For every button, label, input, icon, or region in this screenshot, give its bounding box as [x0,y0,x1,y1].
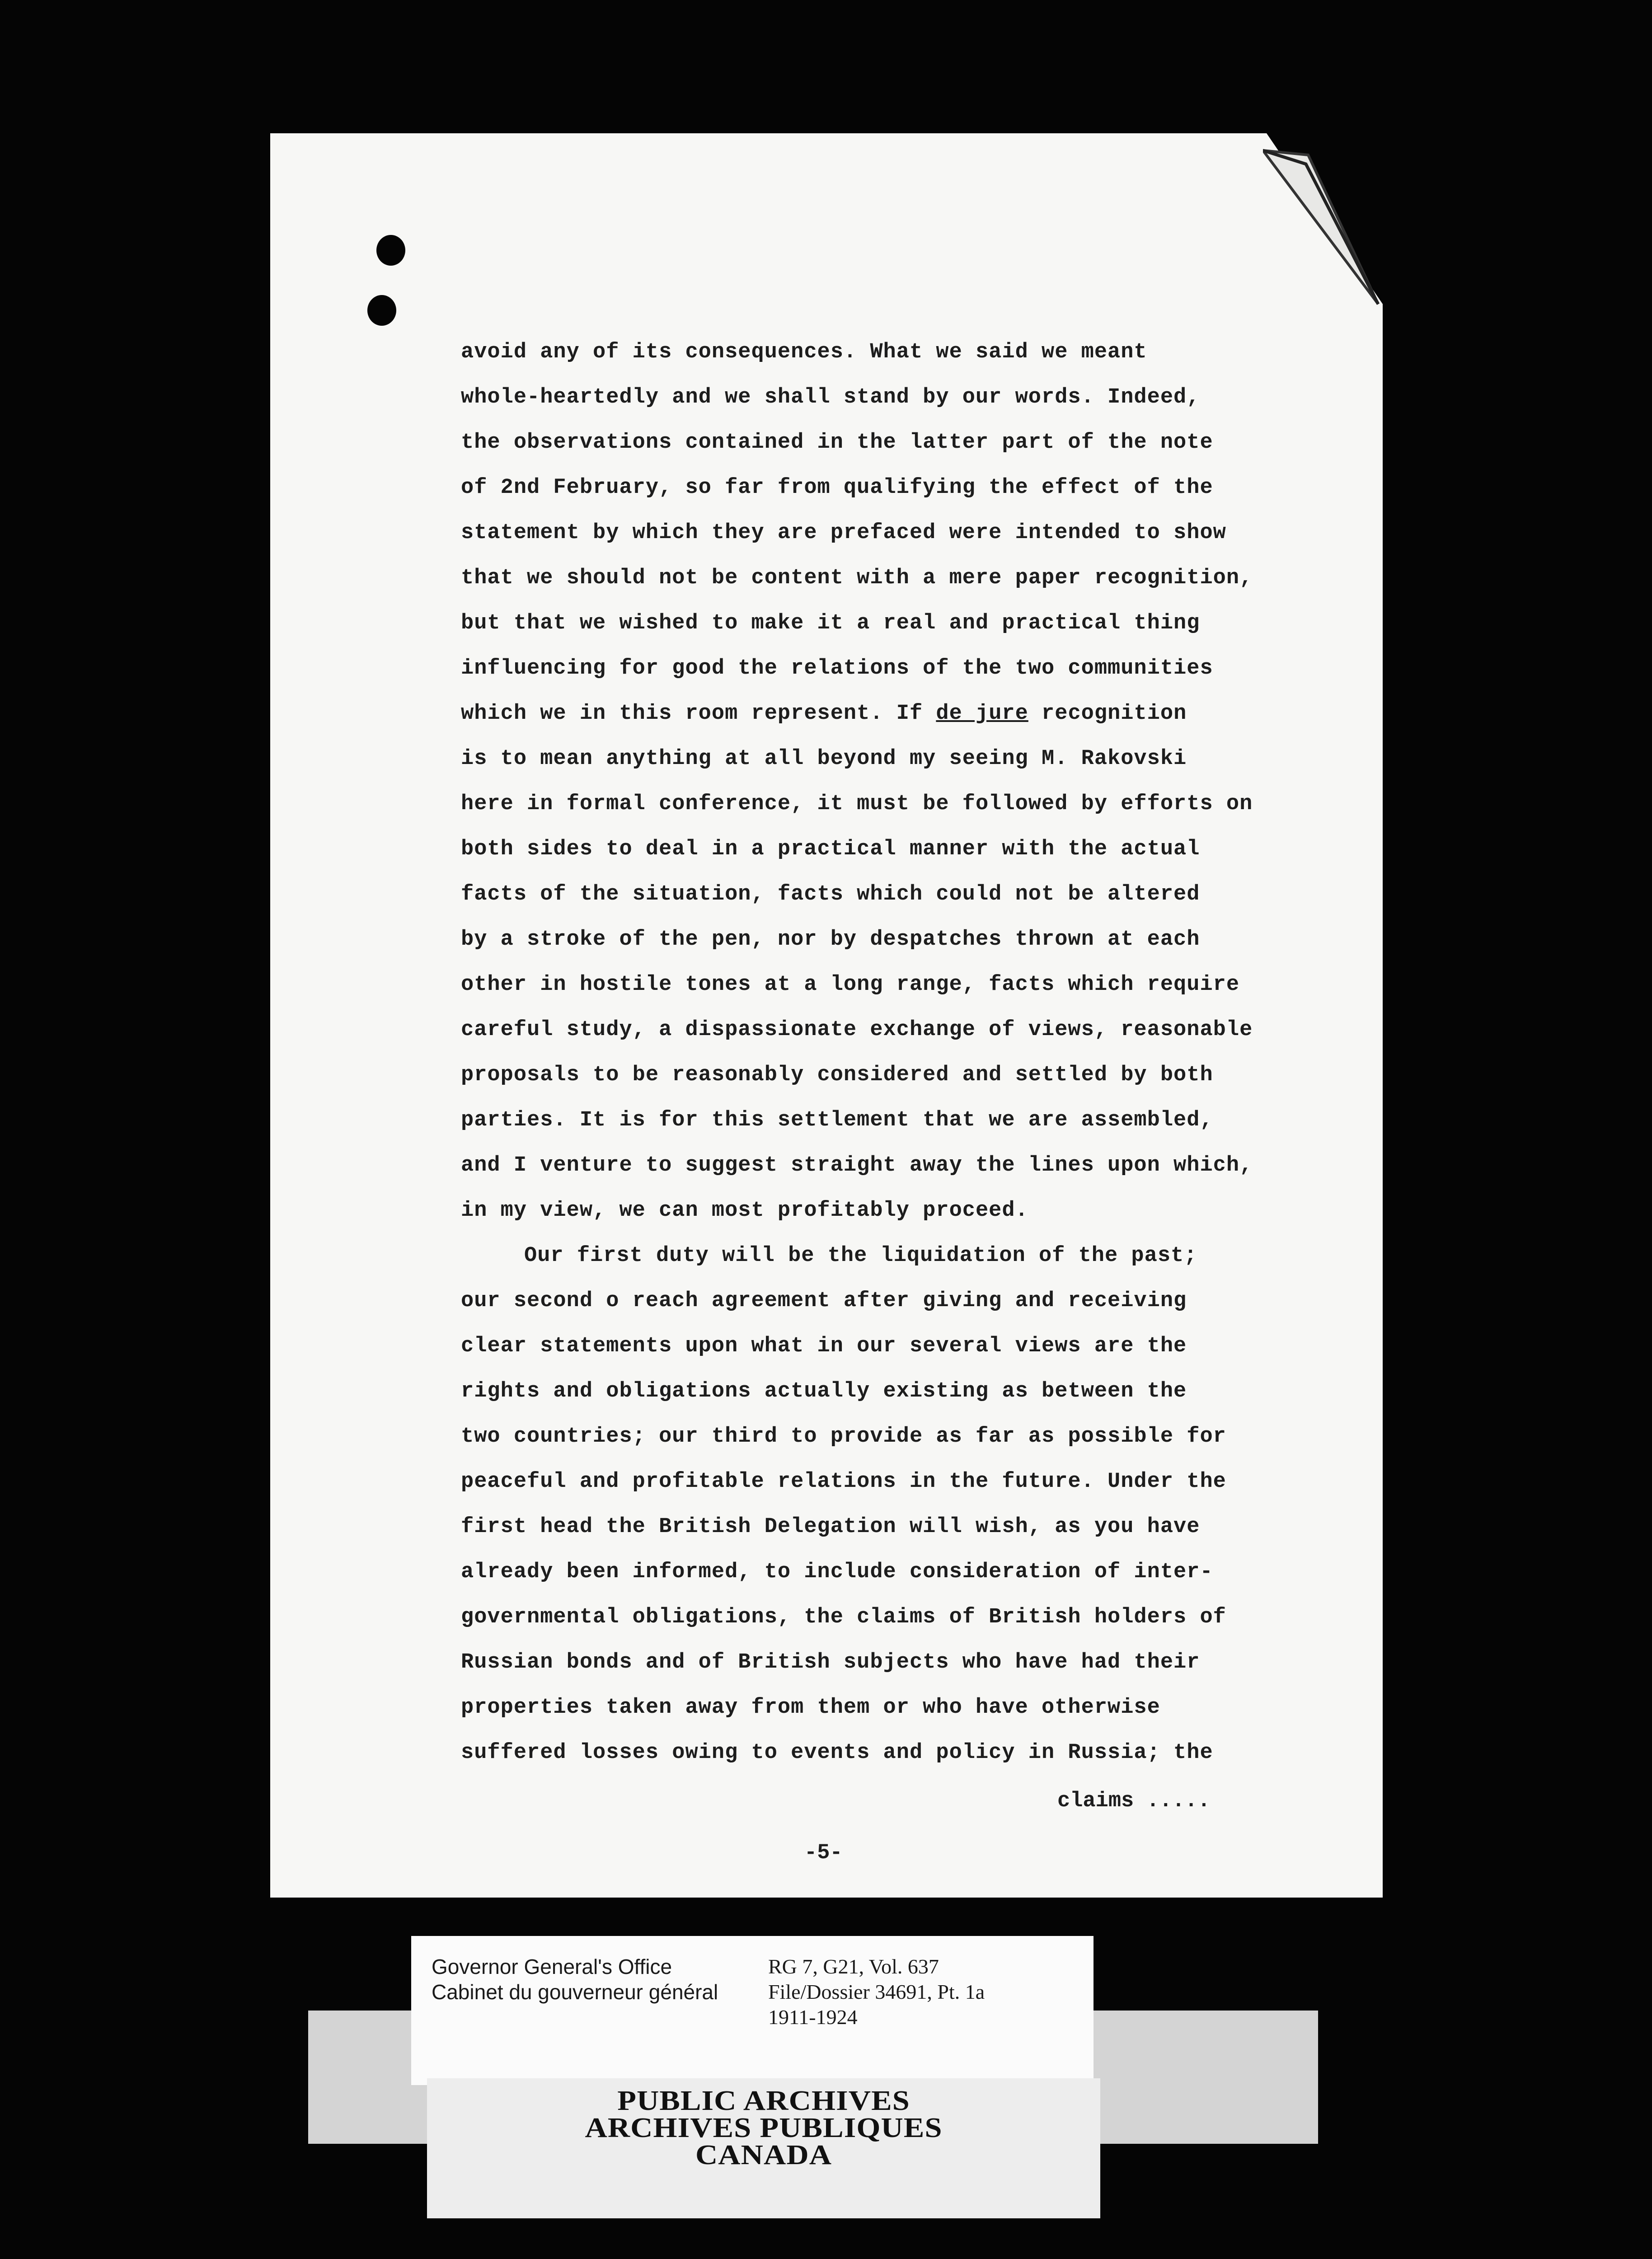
office-name-french: Cabinet du gouverneur général [432,1980,718,2004]
office-names [432,1954,718,2005]
text-line: facts of the situation, facts which could not be altered [461,882,1200,906]
archives-name-french: ARCHIVES PUBLIQUES [585,2113,943,2143]
file-reference [768,1954,985,2030]
archives-name-english: PUBLIC ARCHIVES [617,2086,910,2116]
text-line: the observations contained in the latter part of the note [461,431,1213,455]
text-line: careful study, a dispassionate exchange of views, reasonable [461,1018,1253,1042]
record-group: RG 7, G21, Vol. 637 [768,1955,939,1978]
text-line: avoid any of its consequences. What we said we meant [461,340,1147,364]
text-line: statement by which they are prefaced were intended to show [461,521,1226,545]
text-line: suffered losses owing to events and policy in Russia; the [461,1741,1213,1765]
text-line: and I venture to suggest straight away the lines upon which, [461,1153,1253,1177]
text-line: clear statements upon what in our several views are the [461,1334,1187,1358]
page-number: -5- [804,1841,843,1865]
text-line: by a stroke of the pen, nor by despatches thrown at each [461,928,1200,951]
text-segment: recognition [1042,702,1187,726]
text-line: rights and obligations actually existing as between the [461,1379,1187,1403]
file-number: File/Dossier 34691, Pt. 1a [768,1980,985,2003]
text-line: influencing for good the relations of the two communities [461,656,1213,680]
text-line: is to mean anything at all beyond my seeing M. Rakovski [461,747,1187,771]
text-line: governmental obligations, the claims of British holders of [461,1605,1226,1629]
public-archives-stamp [427,2078,1100,2218]
text-line: parties. It is for this settlement that we are assembled, [461,1108,1213,1132]
underlined-term: de jure [936,702,1028,726]
office-name-english: Governor General's Office [432,1955,672,1978]
archives-country: CANADA [695,2140,832,2170]
text-line: two countries; our third to provide as far as possible for [461,1425,1226,1448]
folded-corner [1263,137,1380,306]
punch-hole-top [376,235,405,266]
text-line-with-underline [461,691,1288,736]
text-line: our second o reach agreement after giving and receiving [461,1289,1187,1313]
text-segment: which we in this room represent. If [461,702,923,726]
text-line: but that we wished to make it a real and practical thing [461,611,1200,635]
date-range: 1911-1924 [768,2006,858,2029]
text-line: whole-heartedly and we shall stand by our words. Indeed, [461,385,1200,409]
text-line: in my view, we can most profitably proceed. [461,1199,1028,1223]
catchword: claims ..... [1057,1789,1211,1813]
text-line: that we should not be content with a mere paper recognition, [461,566,1253,590]
archive-reference-label [411,1936,1094,2085]
text-line: proposals to be reasonably considered and settled by both [461,1063,1213,1087]
text-line: other in hostile tones at a long range, facts which require [461,973,1240,997]
text-line: both sides to deal in a practical manner with the actual [461,837,1200,861]
paragraph-start-line: Our first duty will be the liquidation of the past; [524,1244,1197,1268]
typed-text [461,330,1288,1776]
text-line: here in formal conference, it must be followed by efforts on [461,792,1253,816]
text-line: properties taken away from them or who have otherwise [461,1696,1160,1720]
text-line: already been informed, to include consideration of inter- [461,1560,1213,1584]
text-line: of 2nd February, so far from qualifying the effect of the [461,476,1213,500]
punch-hole-bottom [367,295,396,326]
text-line: peaceful and profitable relations in the future. Under the [461,1470,1226,1494]
text-line: first head the British Delegation will wish, as you have [461,1515,1200,1539]
text-line: Russian bonds and of British subjects who have had their [461,1650,1200,1674]
